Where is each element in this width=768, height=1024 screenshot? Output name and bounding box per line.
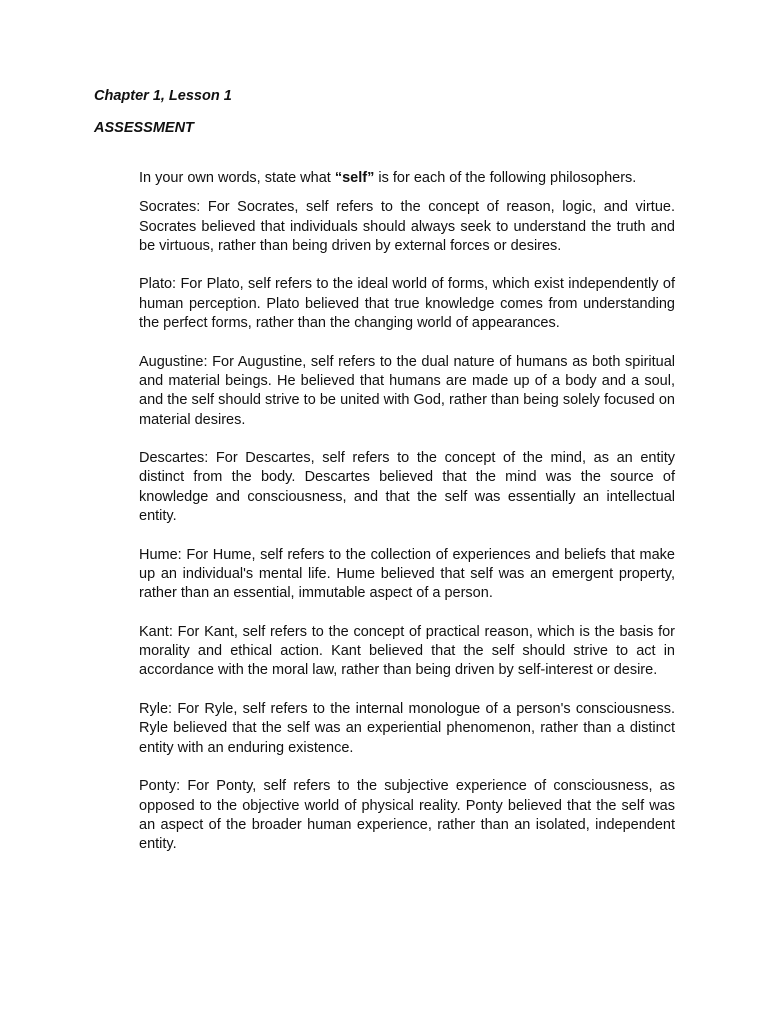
chapter-title: Chapter 1, Lesson 1 xyxy=(94,88,232,104)
answer-hume: Hume: For Hume, self refers to the collection of experiences and beliefs that make up an individual's mental life. Hume believed that self was an emergent property, rather than an essential, immutable aspect of a person. xyxy=(139,546,675,602)
answer-augustine: Augustine: For Augustine, self refers to the dual nature of humans as both spiritual and material beings. He believed that humans are made up of a body and a soul, and the self should strive to be united with God, rather than being solely focused on material desires. xyxy=(139,353,675,428)
prompt-keyword: “self” xyxy=(334,170,375,186)
answer-descartes: Descartes: For Descartes, self refers to the concept of the mind, as an entity distinct from the body. Descartes believed that the mind was the source of knowledge and consciousness, and that the self was essentially an intellectual entity. xyxy=(139,450,675,525)
answer-ryle: Ryle: For Ryle, self refers to the internal monologue of a person's consciousness. Ryle believed that the self was an experiential phenomenon, rather than a distinct entity with an enduring existence. xyxy=(139,701,675,756)
prompt-text-after: is for each of the following philosophers. xyxy=(374,170,637,186)
assessment-body xyxy=(139,169,675,874)
answer-kant: Kant: For Kant, self refers to the concept of practical reason, which is the basis for morality and ethical action. Kant believed that the self should strive to act in accordance with the moral law, rather than being driven by self-interest or desire. xyxy=(139,623,675,679)
answer-plato: Plato: For Plato, self refers to the ideal world of forms, which exist independently of human perception. Plato believed that true knowledge comes from understanding the perfect forms, rather than the changing world of appearances. xyxy=(139,276,675,332)
prompt-text-before: In your own words, state what xyxy=(139,170,335,186)
answer-ponty: Ponty: For Ponty, self refers to the subjective experience of consciousness, as opposed to the objective world of physical reality. Ponty believed that the self was an aspect of the broader human experience, rather than an isolated, independent entity. xyxy=(139,778,675,853)
answer-socrates: Socrates: For Socrates, self refers to the concept of reason, logic, and virtue. Socrates believed that individuals should always seek to understand the truth and be virtuous, rather than being driven by external forces or desires. xyxy=(139,199,675,254)
section-heading: ASSESSMENT xyxy=(94,120,194,136)
assessment-prompt xyxy=(139,169,675,188)
